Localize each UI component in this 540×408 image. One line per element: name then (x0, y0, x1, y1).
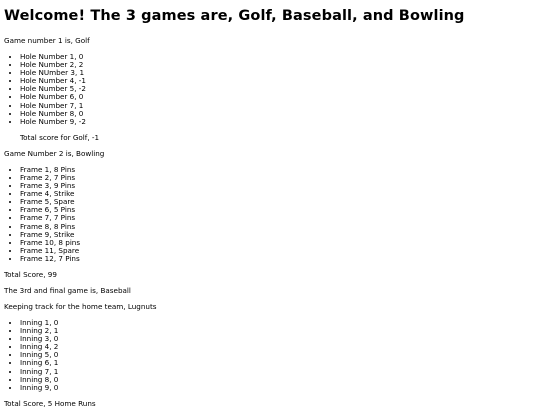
list-item: • Frame 3, 9 Pins (20, 182, 536, 190)
list-item: • Hole Number 7, 1 (20, 102, 536, 110)
list-item: • Hole Number 9, -2 (20, 118, 536, 126)
list-item: • Inning 5, 0 (20, 351, 536, 359)
list-item: • Hole Number 2, 2 (20, 61, 536, 69)
baseball-team-note: Keeping track for the home team, Lugnuts (4, 301, 157, 311)
list-item: • Hole Number 6, 0 (20, 93, 536, 101)
list-item: • Inning 9, 0 (20, 384, 536, 392)
list-item: • Frame 7, 7 Pins (20, 214, 536, 222)
list-item: • Inning 4, 2 (20, 343, 536, 351)
list-item: • Hole NUmber 3, 1 (20, 69, 536, 77)
list-item: • Inning 7, 1 (20, 368, 536, 376)
list-item: • Frame 6, 5 Pins (20, 206, 536, 214)
bowling-section (4, 150, 536, 279)
list-item: • Frame 2, 7 Pins (20, 174, 536, 182)
list-item: • Hole Number 1, 0 (20, 53, 536, 61)
list-item: • Inning 1, 0 (20, 319, 536, 327)
list-item: • Frame 10, 8 pins (20, 239, 536, 247)
baseball-total: Total Score, 5 Home Runs (4, 398, 96, 408)
bowling-intro: Game Number 2 is, Bowling (4, 148, 105, 158)
page-title: Welcome! The 3 games are, Golf, Baseball, and Bowling (4, 8, 465, 24)
golf-section (4, 37, 536, 142)
golf-hole-list (4, 53, 536, 126)
baseball-section (4, 287, 536, 408)
list-item: • Frame 12, 7 Pins (20, 255, 536, 263)
list-item: • Frame 8, 8 Pins (20, 223, 536, 231)
baseball-inning-list (4, 319, 536, 392)
baseball-intro: The 3rd and final game is, Baseball (4, 285, 131, 295)
bowling-frame-list (4, 166, 536, 263)
list-item: • Hole Number 4, -1 (20, 77, 536, 85)
golf-total: Total score for Golf, -1 (20, 132, 100, 142)
list-item: • Frame 5, Spare (20, 198, 536, 206)
list-item: • Frame 9, Strike (20, 231, 536, 239)
list-item: • Inning 2, 1 (20, 327, 536, 335)
list-item: • Hole Number 8, 0 (20, 110, 536, 118)
list-item: • Inning 3, 0 (20, 335, 536, 343)
list-item: • Inning 6, 1 (20, 359, 536, 367)
list-item: • Frame 4, Strike (20, 190, 536, 198)
bowling-total: Total Score, 99 (4, 269, 57, 279)
list-item: • Frame 11, Spare (20, 247, 536, 255)
golf-intro: Game number 1 is, Golf (4, 36, 90, 45)
list-item: • Hole Number 5, -2 (20, 85, 536, 93)
list-item: • Frame 1, 8 Pins (20, 166, 536, 174)
list-item: • Inning 8, 0 (20, 376, 536, 384)
